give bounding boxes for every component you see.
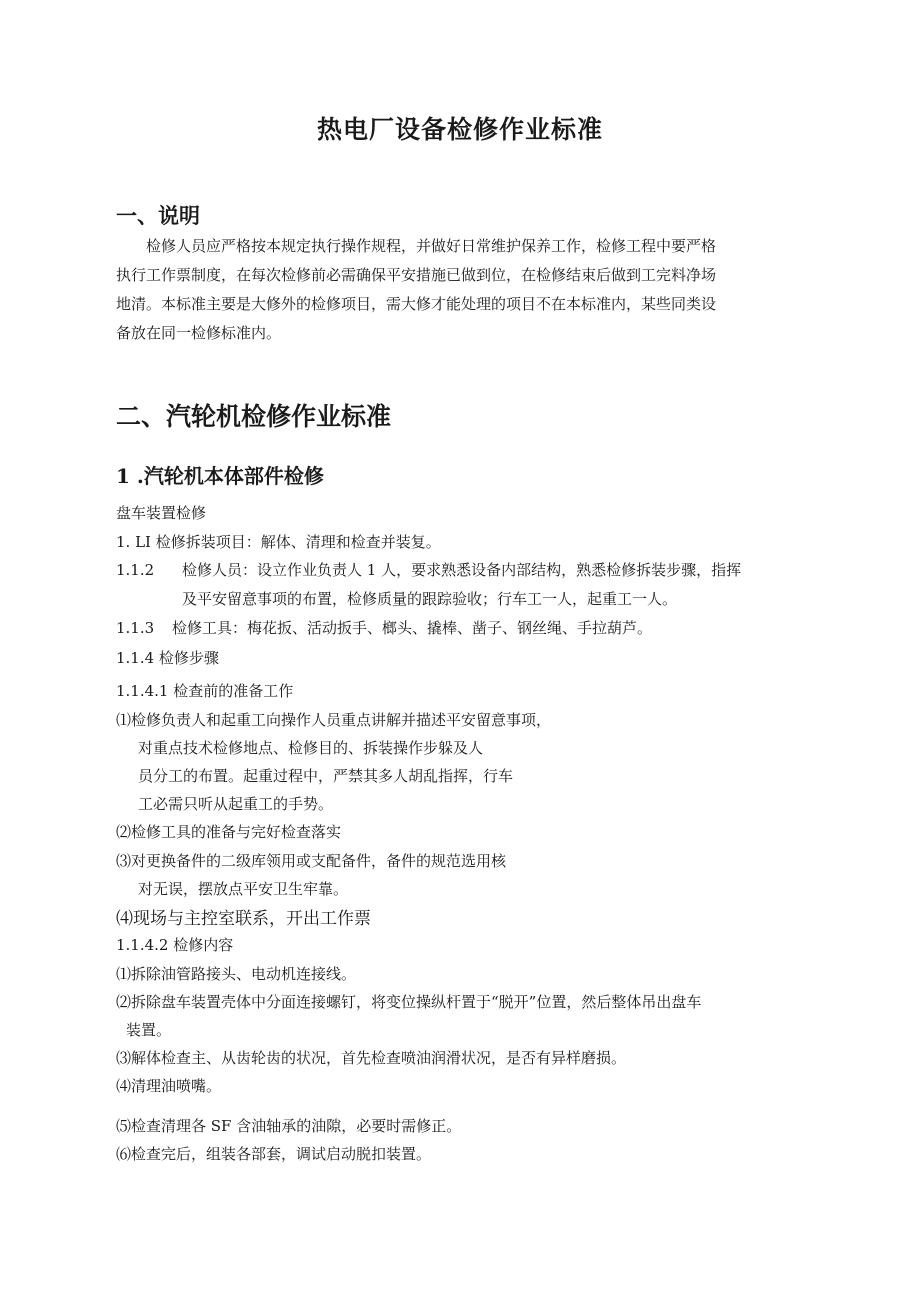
item-text: 检修人员：设立作业负责人 1 人，要求熟悉设备内部结构，熟悉检修拆装步骤，指挥 xyxy=(182,561,742,579)
item-1-1-4-1: 1.1.4.1 检查前的准备工作 xyxy=(116,682,294,700)
prep-line: ⑶对更换备件的二级库领用或支配备件，备件的规范选用核 xyxy=(116,852,507,870)
prep-line: 对重点技术检修地点、检修目的、拆装操作步躲及人 xyxy=(138,739,484,757)
item-1-1-3 xyxy=(116,617,652,638)
content-line: ⑴拆除油管路接头、电动机连接线。 xyxy=(116,965,357,983)
prep-line: ⑷现场与主控室联系，开出工作票 xyxy=(116,909,371,929)
prep-line: 员分工的布置。起重过程中，严禁其多人胡乱指挥，行车 xyxy=(138,767,514,785)
item-1-1-2-continuation: 及平安留意事项的布置，检修质量的跟踪验收；行车工一人，起重工一人。 xyxy=(182,590,678,608)
section-heading-explanation: 一、说明 xyxy=(116,203,200,228)
prep-line: ⑴检修负责人和起重工向操作人员重点讲解并描述平安留意事项， xyxy=(116,711,552,729)
page-title: 热电厂设备检修作业标准 xyxy=(316,115,603,144)
item-1-1-4-2: 1.1.4.2 检修内容 xyxy=(116,936,234,954)
prep-line: 工必需只听从起重工的手势。 xyxy=(138,795,334,813)
item-1-1-4: 1.1.4 检修步骤 xyxy=(116,649,219,667)
item-number: 1.1.3 xyxy=(116,619,155,637)
paragraph-line: 备放在同一检修标准内。 xyxy=(116,324,282,342)
section-heading-turbine: 二、汽轮机检修作业标准 xyxy=(116,402,392,431)
content-line: 装置。 xyxy=(126,1021,172,1039)
content-line: ⑹检查完后，组装各部套，调试启动脱扣装置。 xyxy=(116,1145,432,1163)
prep-line: ⑵检修工具的准备与完好检查落实 xyxy=(116,823,342,841)
paragraph-line: 执行工作票制度，在每次检修前必需确保平安措施已做到位，在检修结束后做到工完料净场 xyxy=(116,266,717,284)
paragraph-line: 检修人员应严格按本规定执行操作规程，并做好日常维护保养工作，检修工程中要严格 xyxy=(116,237,717,255)
prep-line: 对无误，摆放点平安卫生牢靠。 xyxy=(138,880,349,898)
item-number: 1.1.2 xyxy=(116,561,155,579)
item-text: 检修工具：梅花扳、活动扳手、榔头、撬棒、凿子、钢丝绳、手拉葫芦。 xyxy=(172,619,653,637)
item-heading: 盘车装置检修 xyxy=(116,504,207,522)
content-line: ⑶解体检查主、从齿轮齿的状况，首先检查喷油润滑状况，是否有异样磨损。 xyxy=(116,1049,627,1067)
content-line: ⑷清理油喷嘴。 xyxy=(116,1077,222,1095)
sub-heading-turbine-body: 1 .汽轮机本体部件检修 xyxy=(116,464,324,488)
content-line: ⑸检查清理各 SF 含油轴承的油隙，必要时需修正。 xyxy=(116,1117,462,1135)
paragraph-line: 地清。本标准主要是大修外的检修项目，需大修才能处理的项目不在本标准内，某些同类设 xyxy=(116,295,717,313)
item-1-1-2 xyxy=(116,559,741,580)
content-line: ⑵拆除盘车装置壳体中分面连接螺钉，将变位操纵杆置于“脱开”位置，然后整体吊出盘车 xyxy=(116,993,702,1011)
item-1-1-1: 1. LI 检修拆装项目：解体、清理和检查并装复。 xyxy=(116,533,441,551)
